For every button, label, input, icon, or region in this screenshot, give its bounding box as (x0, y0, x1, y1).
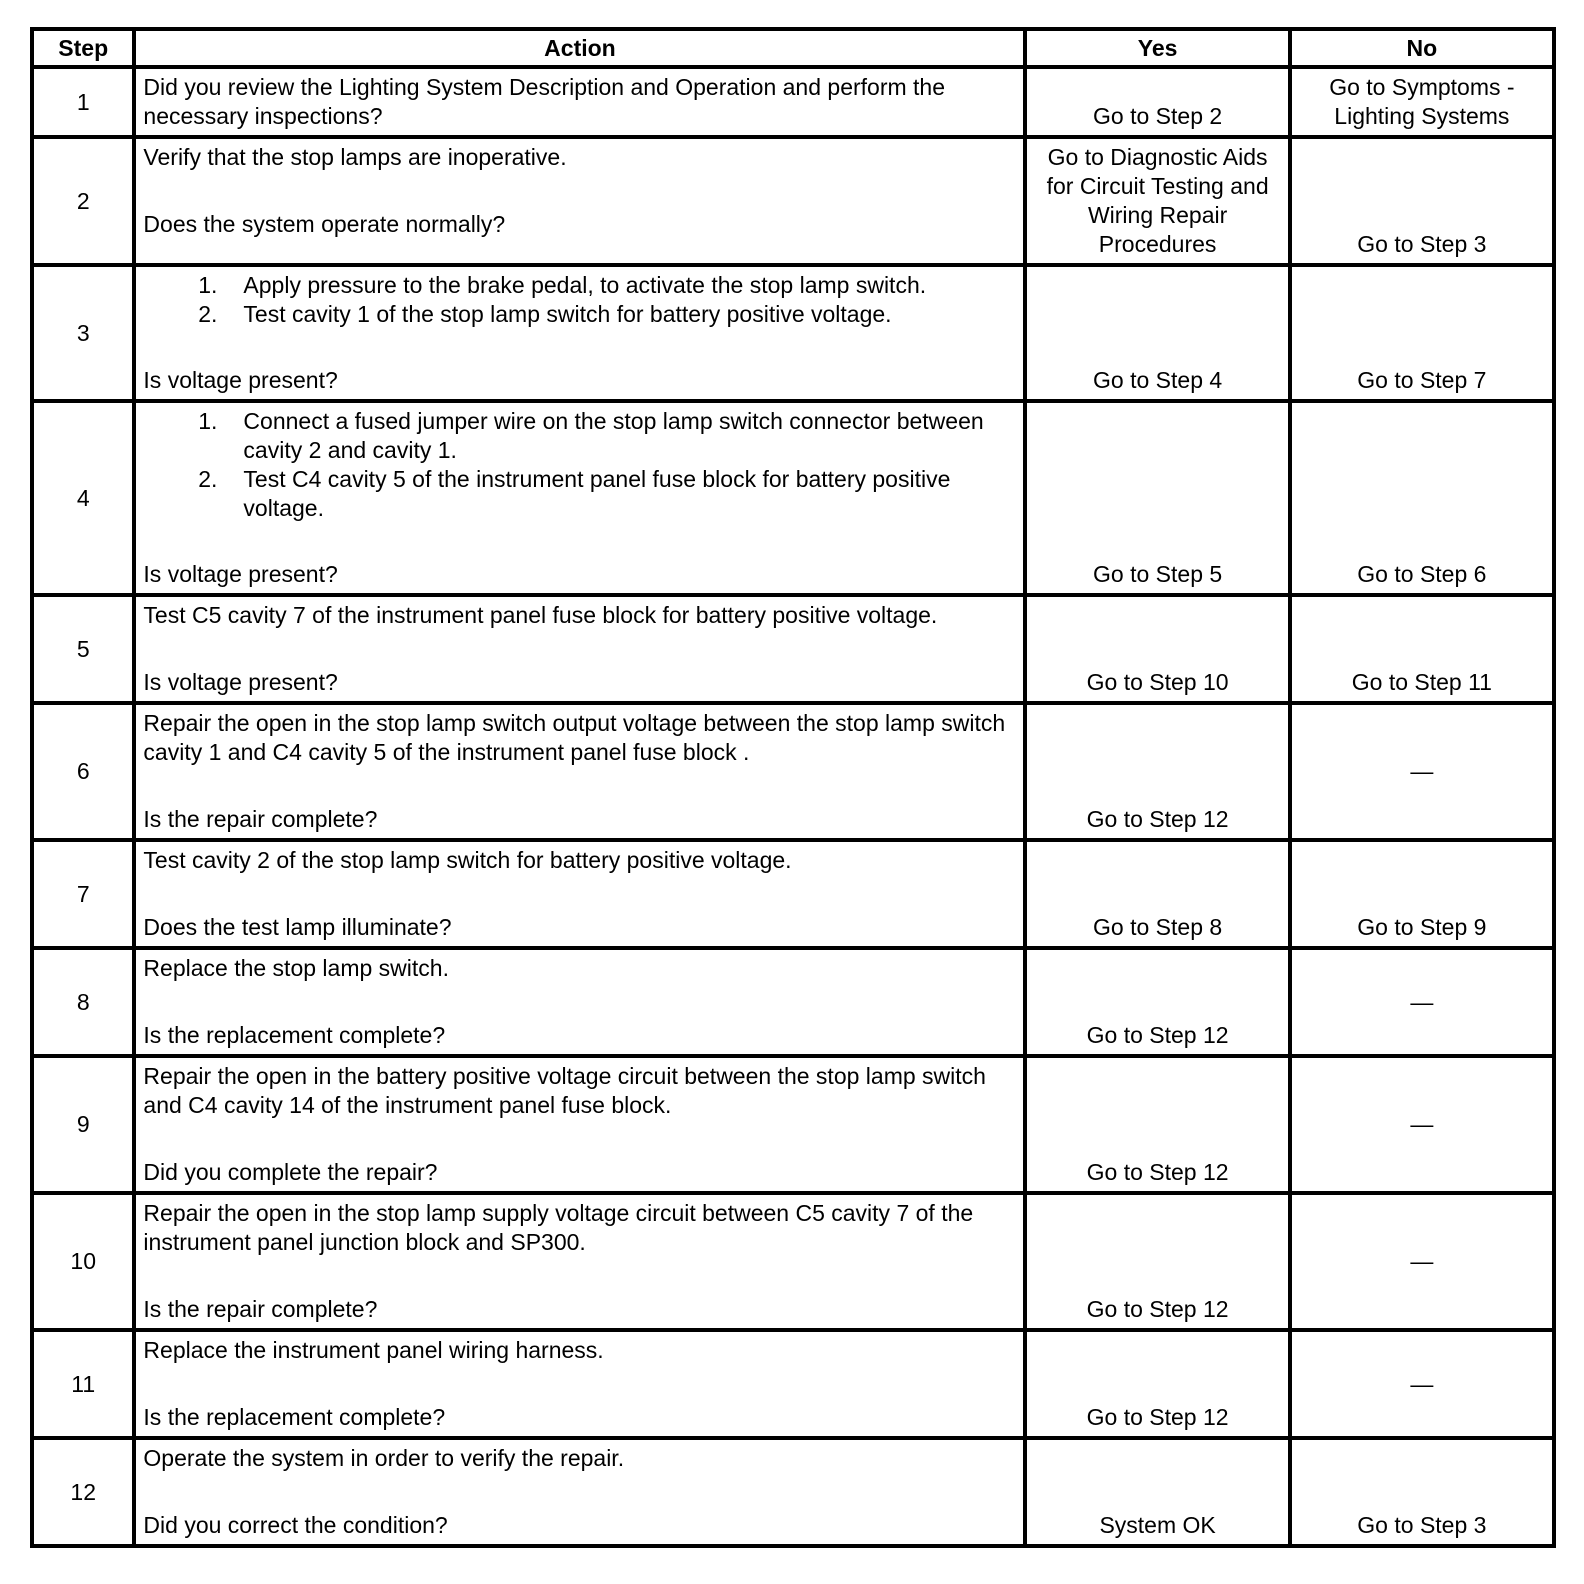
action-cell (134, 137, 1025, 265)
table-row (32, 67, 1554, 137)
step-number: 7 (32, 840, 134, 948)
no-cell: — (1290, 1056, 1554, 1193)
no-cell: — (1290, 948, 1554, 1056)
step-number: 10 (32, 1193, 134, 1330)
list-item (198, 300, 1016, 329)
table-row (32, 137, 1554, 265)
action-cell (134, 1056, 1025, 1193)
table-row (32, 401, 1554, 595)
step-number: 3 (32, 265, 134, 401)
step-number: 5 (32, 595, 134, 703)
action-question: Is voltage present? (143, 367, 338, 393)
no-cell: Go to Step 11 (1290, 595, 1554, 703)
step-number: 11 (32, 1330, 134, 1438)
list-item (198, 271, 1016, 300)
no-cell: Go to Step 3 (1290, 137, 1554, 265)
action-cell (134, 1438, 1025, 1546)
table-row (32, 265, 1554, 401)
table-row (32, 840, 1554, 948)
yes-cell: System OK (1025, 1438, 1289, 1546)
action-question: Does the test lamp illuminate? (143, 914, 452, 940)
no-cell: Go to Step 9 (1290, 840, 1554, 948)
action-cell (134, 1193, 1025, 1330)
yes-cell: Go to Diagnostic Aids for Circuit Testing and Wiring Repair Procedures (1025, 137, 1289, 265)
yes-cell: Go to Step 12 (1025, 1330, 1289, 1438)
yes-cell: Go to Step 12 (1025, 948, 1289, 1056)
table-row (32, 595, 1554, 703)
list-item-text: Test cavity 1 of the stop lamp switch for battery positive voltage. (243, 301, 892, 327)
yes-cell: Go to Step 12 (1025, 1056, 1289, 1193)
yes-cell: Go to Step 12 (1025, 1193, 1289, 1330)
yes-cell: Go to Step 2 (1025, 67, 1289, 137)
no-cell: Go to Step 7 (1290, 265, 1554, 401)
step-number: 6 (32, 703, 134, 840)
action-question: Is the replacement complete? (143, 1404, 446, 1430)
header-row (32, 29, 1554, 67)
action-instruction: Repair the open in the battery positive voltage circuit between the stop lamp switch and C4 cavity 14 of the instrument panel fuse block. (143, 1063, 986, 1118)
list-item-number: 1. (198, 408, 218, 434)
action-instruction: Replace the stop lamp switch. (143, 955, 449, 981)
diagnostic-table (30, 27, 1556, 1548)
yes-cell: Go to Step 8 (1025, 840, 1289, 948)
action-instruction: Test cavity 2 of the stop lamp switch for battery positive voltage. (143, 847, 792, 873)
list-item-number: 1. (198, 272, 218, 298)
table-row (32, 703, 1554, 840)
step-number: 8 (32, 948, 134, 1056)
action-cell (134, 595, 1025, 703)
no-cell: — (1290, 1193, 1554, 1330)
table-row (32, 1438, 1554, 1546)
no-cell: Go to Step 3 (1290, 1438, 1554, 1546)
step-number: 1 (32, 67, 134, 137)
list-item-number: 2. (198, 301, 218, 327)
action-question: Did you complete the repair? (143, 1159, 438, 1185)
yes-cell: Go to Step 5 (1025, 401, 1289, 595)
action-cell (134, 840, 1025, 948)
action-cell (134, 401, 1025, 595)
action-question: Is the replacement complete? (143, 1022, 446, 1048)
action-instruction: Verify that the stop lamps are inoperative. (143, 144, 567, 170)
action-question: Is the repair complete? (143, 806, 378, 832)
action-question: Is the repair complete? (143, 1296, 378, 1322)
action-instruction: Test C5 cavity 7 of the instrument panel fuse block for battery positive voltage. (143, 602, 938, 628)
action-steps-list (143, 407, 1016, 523)
header-no: No (1290, 29, 1554, 67)
header-step: Step (32, 29, 134, 67)
table-row (32, 1193, 1554, 1330)
list-item-number: 2. (198, 466, 218, 492)
yes-cell: Go to Step 12 (1025, 703, 1289, 840)
action-steps-list (143, 271, 1016, 329)
header-action: Action (134, 29, 1025, 67)
step-number: 9 (32, 1056, 134, 1193)
step-number: 4 (32, 401, 134, 595)
table-row (32, 1056, 1554, 1193)
action-cell (134, 703, 1025, 840)
no-cell: — (1290, 1330, 1554, 1438)
action-question: Is voltage present? (143, 669, 338, 695)
action-cell: Did you review the Lighting System Description and Operation and perform the necessary inspections? (134, 67, 1025, 137)
action-instruction: Repair the open in the stop lamp switch output voltage between the stop lamp switch cavity 1 and C4 cavity 5 of the instrument panel fuse block . (143, 710, 1006, 765)
list-item-text: Test C4 cavity 5 of the instrument panel fuse block for battery positive voltage. (243, 466, 951, 521)
action-instruction: Replace the instrument panel wiring harness. (143, 1337, 604, 1363)
header-yes: Yes (1025, 29, 1289, 67)
yes-cell: Go to Step 4 (1025, 265, 1289, 401)
action-instruction: Repair the open in the stop lamp supply voltage circuit between C5 cavity 7 of the instrument panel junction block and SP300. (143, 1200, 974, 1255)
no-cell: Go to Step 6 (1290, 401, 1554, 595)
action-cell (134, 948, 1025, 1056)
action-cell (134, 265, 1025, 401)
action-instruction: Operate the system in order to verify the repair. (143, 1445, 625, 1471)
action-question: Did you correct the condition? (143, 1512, 448, 1538)
list-item-text: Apply pressure to the brake pedal, to activate the stop lamp switch. (243, 272, 927, 298)
action-cell (134, 1330, 1025, 1438)
yes-cell: Go to Step 10 (1025, 595, 1289, 703)
list-item (198, 407, 1016, 465)
step-number: 12 (32, 1438, 134, 1546)
action-question: Does the system operate normally? (143, 211, 506, 237)
no-cell: Go to Symptoms - Lighting Systems (1290, 67, 1554, 137)
action-question: Is voltage present? (143, 561, 338, 587)
table-row (32, 948, 1554, 1056)
table-row (32, 1330, 1554, 1438)
list-item-text: Connect a fused jumper wire on the stop lamp switch connector between cavity 2 and cavity 1. (243, 408, 984, 463)
step-number: 2 (32, 137, 134, 265)
no-cell: — (1290, 703, 1554, 840)
list-item (198, 465, 1016, 523)
